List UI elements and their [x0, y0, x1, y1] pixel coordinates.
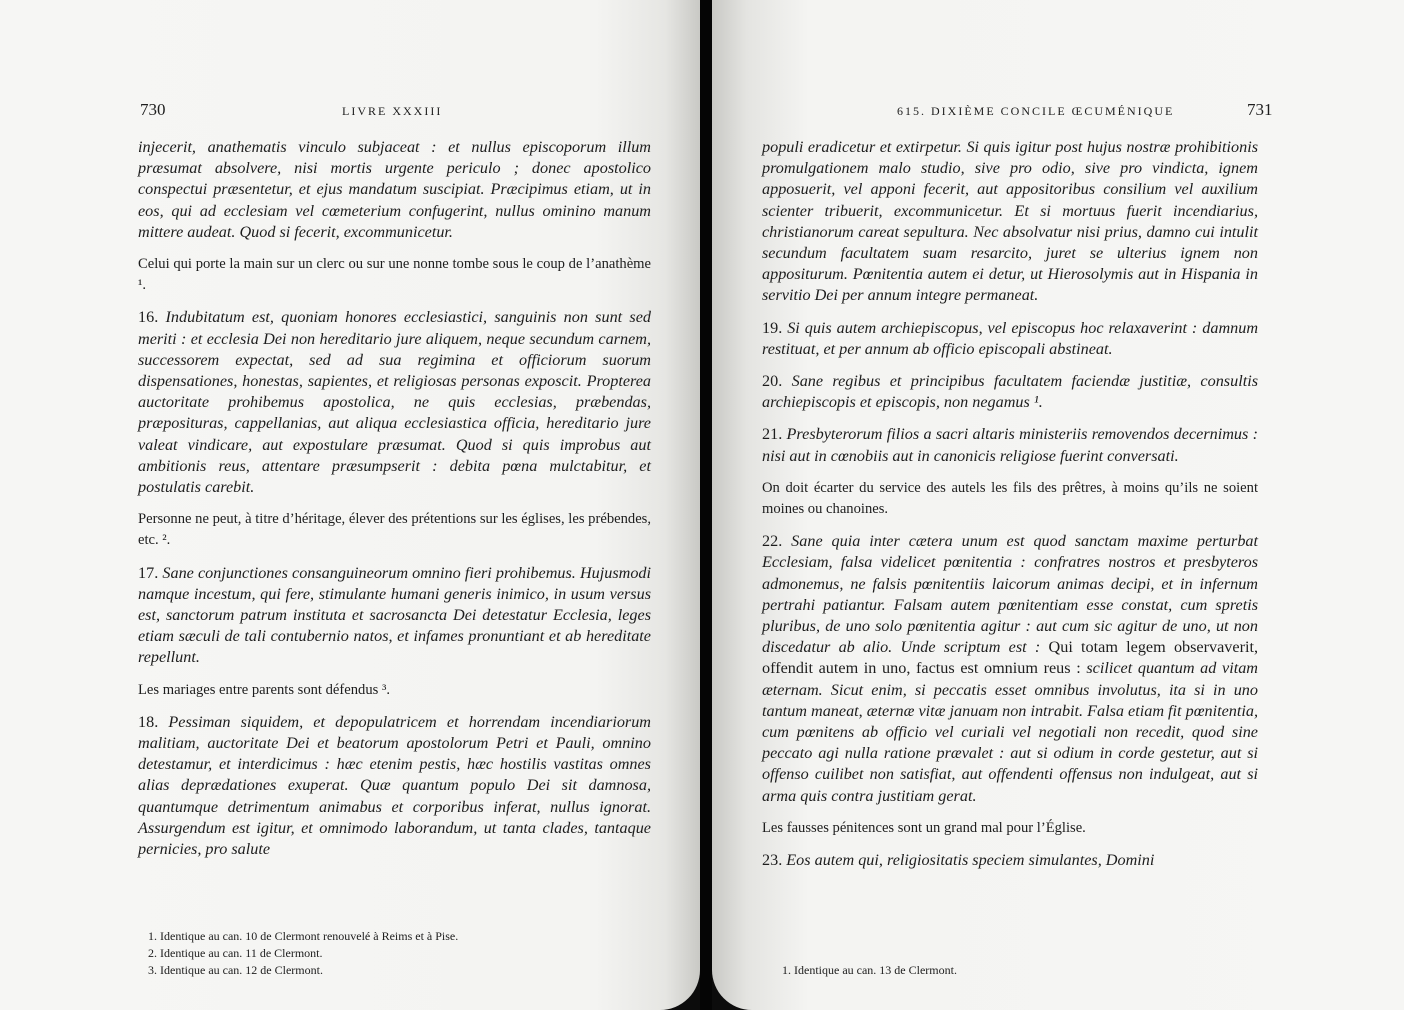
canon-21	[762, 424, 1258, 466]
left-page-body	[138, 137, 651, 860]
canon-text: Sane quia inter cætera unum est quod sanctam maxime perturbat Ecclesiam, falsa videlicet pœnitentia : confratres nostros et presbyteros admonemus, ne falsis pœnitentiis laicorum animas decipi, et in infernum pertrahi patiantur. Falsam autem pœnitentiam esse constat, cum spretis pluribus, de uno solo pœnitentia agitur : aut cum sic agitur de uno, ut non discedatur ab alio. Unde scriptum est :	[762, 532, 1259, 657]
canon-text: Presbyterorum filios a sacri altaris ministeriis removendos decernimus : nisi aut in cœnobiis aut in canonicis religiose fuerint conversati.	[762, 425, 1258, 465]
paragraph-text: Celui qui porte la main sur un clerc ou sur une nonne tombe sous le coup de l’anathème ¹.	[138, 256, 651, 294]
french-summary	[138, 680, 651, 701]
footnote: 1. Identique au can. 10 de Clermont renouvelé à Reims et à Pise.	[148, 929, 459, 943]
latin-paragraph	[138, 563, 651, 669]
footnote: 3. Identique au can. 12 de Clermont.	[148, 963, 323, 977]
canon-number: 21.	[762, 425, 787, 444]
right-footnotes	[782, 962, 1262, 979]
paragraph-text: Pessiman siquidem, et depopulatricem et horrendam incendiariorum malitiam, auctoritate Dei et beatorum apostolorum Petri et Pauli, omnino detestamur, et interdicimus : hæc etenim pestis, hæc hostilis vastitas omnes alias deprædationes exuperat. Quæ quantum populo Dei sit damnosa, quantumque detrimentum animabus et corporibus inferat, nullus ignorat. Assurgendum est igitur, et omnimodo laborandum, ut tanta clades, tantaque pernicies, pro salute	[138, 712, 651, 859]
canon-text: Eos autem qui, religiositatis speciem simulantes, Domini	[786, 851, 1155, 870]
canon-number: 16.	[138, 308, 166, 327]
canon-number: 19.	[762, 318, 788, 337]
paragraph-text: injecerit, anathematis vinculo subjaceat : et nullus episcoporum illum præsumat absolvere, nisi mortis urgente periculo ; donec apostolico conspectui præsentetur, et ejus mandatum suscipiat. Præcipimus etiam, ut in eos, qui ad ecclesiam vel cœmeterium confugerint, nullus ominino manum mittere audeat. Quod si fecerit, excommunicetur.	[138, 138, 651, 241]
paragraph-text: Indubitatum est, quoniam honores ecclesiastici, sanguinis non sunt sed meriti : et ecclesia Dei non hereditario jure aliquem, neque secundum carnem, successorem expectat, sed ad sua regimina et officiorum suorum dispensationes, honestas, sapientes, et religiosas personas exposcit. Propterea auctoritate prohibemus apostolica, ne quis ecclesias, præbendas, præposituras, cappellanias, aut aliqua ecclesiastica officia, hereditario jure valeat vindicare, aut expostulare præsumat. Quod si quis improbus aut ambitionis reus, attentare præsumpserit : debita pœna mulctabitur, et postulatis carebit.	[138, 308, 652, 497]
book-gutter	[700, 0, 712, 1010]
page-number: 731	[1247, 100, 1273, 119]
canon-number: 20.	[762, 372, 792, 391]
latin-paragraph	[138, 307, 651, 498]
latin-paragraph	[138, 137, 651, 243]
canon-22	[762, 531, 1258, 807]
footnote: 1. Identique au can. 13 de Clermont.	[782, 963, 957, 977]
french-summary	[138, 254, 651, 296]
canon-text: Si quis autem archiepiscopus, vel episcopus hoc relaxaverint : damnum restituat, et per annum ab officio episcopali abstineat.	[762, 318, 1259, 358]
paragraph-text: Personne ne peut, à titre d’héritage, élever des prétentions sur les églises, les prébendes, etc. ².	[138, 511, 651, 549]
right-page	[712, 0, 1404, 1010]
running-head: LIVRE XXXIII	[342, 104, 443, 118]
latin-paragraph	[138, 712, 651, 860]
french-summary: On doit écarter du service des autels les fils des prêtres, à moins qu’ils ne soient moines ou chanoines.	[762, 479, 1258, 518]
paragraph-text: Sane conjunctiones consanguineorum omnino fieri prohibemus. Hujusmodi namque incestum, qui fere, stimulante humani generis inimico, in usum versus est, sanctorum patrum instituta et sacrosancta Dei detestatur Ecclesia, leges etiam sæculi de tali contubernio natos, et infames pronuntiant et ab hereditate repellunt.	[138, 563, 652, 667]
paragraph-text: Les mariages entre parents sont défendus ³.	[138, 681, 390, 698]
french-summary: Les fausses pénitences sont un grand mal pour l’Église.	[762, 819, 1086, 836]
footnote: 2. Identique au can. 11 de Clermont.	[148, 946, 323, 960]
right-page-body	[762, 137, 1258, 871]
canon-20	[762, 371, 1258, 413]
canon-number: 17.	[138, 563, 163, 582]
canon-quotation: Qui totam legem observaverit, offendit autem in uno, factus est omnium reus :	[762, 638, 1258, 678]
canon-text: scilicet quantum ad vitam æternam. Sicut enim, si peccatis esset omnibus involutus, ita si in uno tantum maneat, æternæ vitæ januam non intrabit. Falsa etiam fit pœnitentia, cum pœnitens ab officio vel curiali vel negotiali non recedit, quod sine peccato agi nulla ratione prævalet : aut si odium in corde gestetur, aut si offenso cuilibet non satisfiat, aut offendenti offensus non indulgeat, aut si arma quis contra justitiam gerat.	[762, 659, 1258, 805]
left-footnotes	[148, 928, 628, 979]
latin-paragraph: populi eradicetur et extirpetur. Si quis igitur post hujus nostræ prohibitionis promulgationem malo studio, sive pro odio, sive pro vindicta, ignem apposuerit, vel apponi fecerit, aut appositoribus consilium vel auxilium scienter tribuerit, excommunicetur. Et si mortuus fuerit incendiarius, christianorum careat sepultura. Nec absolvatur nisi prius, damno cui intulit secundum facultatem suam resarcito, juret se ulterius ignem non appositurum. Pœnitentia autem ei detur, ut Hierosolymis aut in Hispania in servitio Dei per annum integre permaneat.	[762, 138, 1258, 305]
french-summary	[138, 509, 651, 551]
running-head: 615. DIXIÈME CONCILE ŒCUMÉNIQUE	[897, 104, 1175, 118]
canon-23	[762, 850, 1258, 871]
left-page	[0, 0, 700, 1010]
canon-number: 22.	[762, 532, 792, 551]
canon-text: Sane regibus et principibus facultatem faciendæ justitiæ, consultis archiepiscopis et episcopis, non negamus ¹.	[762, 372, 1258, 412]
page-number: 730	[140, 100, 166, 119]
canon-19	[762, 318, 1258, 360]
canon-number: 18.	[138, 712, 169, 731]
canon-number: 23.	[762, 851, 787, 870]
